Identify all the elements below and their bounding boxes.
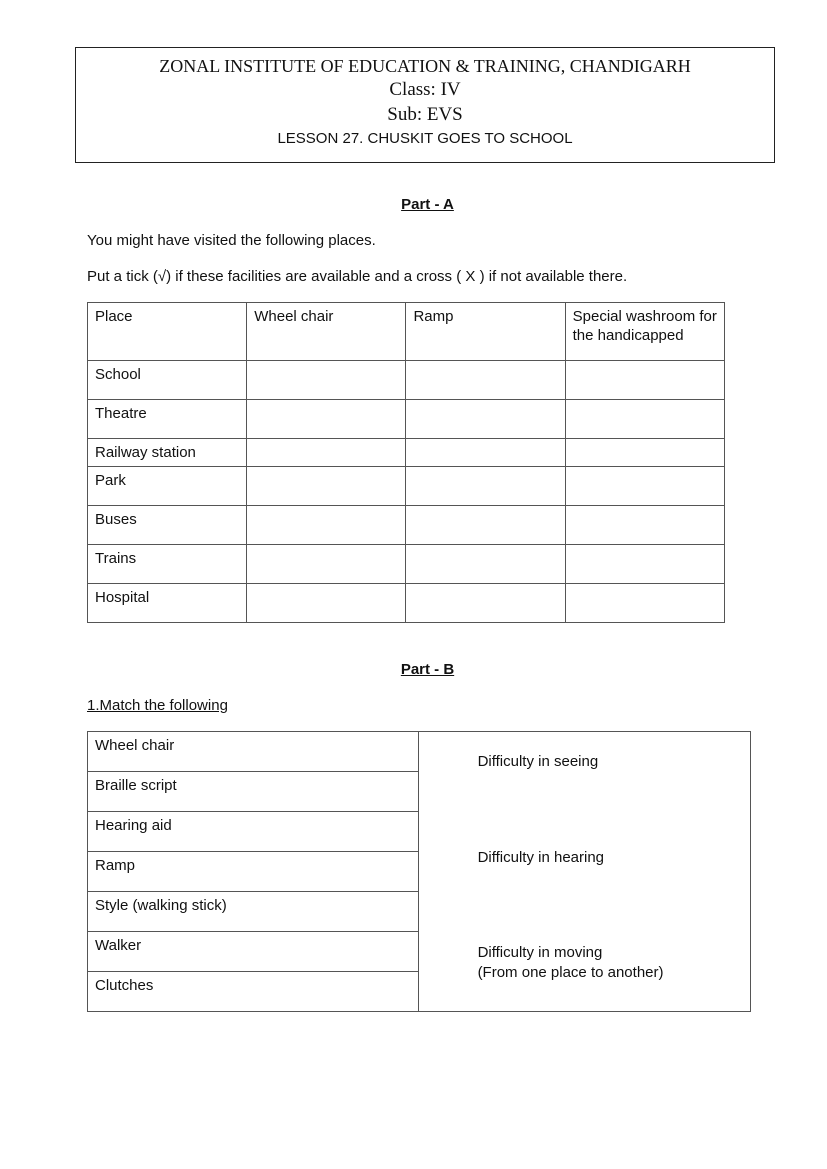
row-place: Hospital — [88, 584, 247, 623]
match-question: 1.Match the following — [87, 697, 228, 714]
table-row — [88, 400, 725, 439]
table-row — [88, 439, 725, 467]
answer-cell[interactable] — [565, 584, 724, 623]
part-b-title: Part - B — [400, 661, 455, 678]
match-item: Ramp — [88, 852, 419, 892]
header-special-washroom: Special washroom for the handicapped — [565, 303, 724, 361]
answer-cell[interactable] — [406, 361, 565, 400]
match-item: Clutches — [88, 972, 419, 1012]
header-ramp: Ramp — [406, 303, 565, 361]
class-label: Class: IV — [389, 79, 461, 100]
condition-moving: Difficulty in moving — [477, 944, 603, 961]
facility-table — [87, 302, 725, 623]
answer-cell[interactable] — [565, 361, 724, 400]
answer-cell[interactable] — [565, 400, 724, 439]
row-place: School — [88, 361, 247, 400]
answer-cell[interactable] — [565, 506, 724, 545]
table-header-row — [88, 303, 725, 361]
part-a-title: Part - A — [401, 196, 454, 213]
header-wheel-chair: Wheel chair — [247, 303, 406, 361]
answer-cell[interactable] — [247, 400, 406, 439]
match-item: Wheel chair — [88, 732, 419, 772]
match-conditions — [418, 732, 750, 1012]
answer-cell[interactable] — [406, 506, 565, 545]
match-item: Hearing aid — [88, 812, 419, 852]
match-row — [88, 732, 751, 772]
lesson-title: LESSON 27. CHUSKIT GOES TO SCHOOL — [277, 130, 573, 147]
header-box — [75, 47, 775, 163]
answer-cell[interactable] — [406, 439, 565, 467]
table-row — [88, 584, 725, 623]
answer-cell[interactable] — [247, 584, 406, 623]
subject-label: Sub: EVS — [387, 104, 463, 125]
table-row — [88, 467, 725, 506]
answer-cell[interactable] — [565, 545, 724, 584]
match-table — [87, 731, 751, 1012]
answer-cell[interactable] — [565, 439, 724, 467]
answer-cell[interactable] — [406, 584, 565, 623]
part-a-instruction: Put a tick (√) if these facilities are available and a cross ( X ) if not available there. — [87, 268, 628, 285]
answer-cell[interactable] — [565, 467, 724, 506]
table-row — [88, 506, 725, 545]
part-a-intro: You might have visited the following places. — [87, 232, 376, 249]
match-item: Walker — [88, 932, 419, 972]
institute-name: ZONAL INSTITUTE OF EDUCATION & TRAINING, CHANDIGARH — [159, 56, 691, 76]
row-place: Theatre — [88, 400, 247, 439]
match-item: Style (walking stick) — [88, 892, 419, 932]
answer-cell[interactable] — [247, 545, 406, 584]
answer-cell[interactable] — [406, 545, 565, 584]
answer-cell[interactable] — [406, 467, 565, 506]
row-place: Railway station — [88, 439, 247, 467]
row-place: Buses — [88, 506, 247, 545]
condition-moving-note: (From one place to another) — [477, 964, 664, 981]
answer-cell[interactable] — [247, 439, 406, 467]
answer-cell[interactable] — [247, 506, 406, 545]
header-place: Place — [88, 303, 247, 361]
condition-seeing: Difficulty in seeing — [477, 753, 599, 770]
condition-hearing: Difficulty in hearing — [477, 849, 605, 866]
row-place: Trains — [88, 545, 247, 584]
table-row — [88, 361, 725, 400]
row-place: Park — [88, 467, 247, 506]
answer-cell[interactable] — [406, 400, 565, 439]
table-row — [88, 545, 725, 584]
answer-cell[interactable] — [247, 467, 406, 506]
answer-cell[interactable] — [247, 361, 406, 400]
match-item: Braille script — [88, 772, 419, 812]
